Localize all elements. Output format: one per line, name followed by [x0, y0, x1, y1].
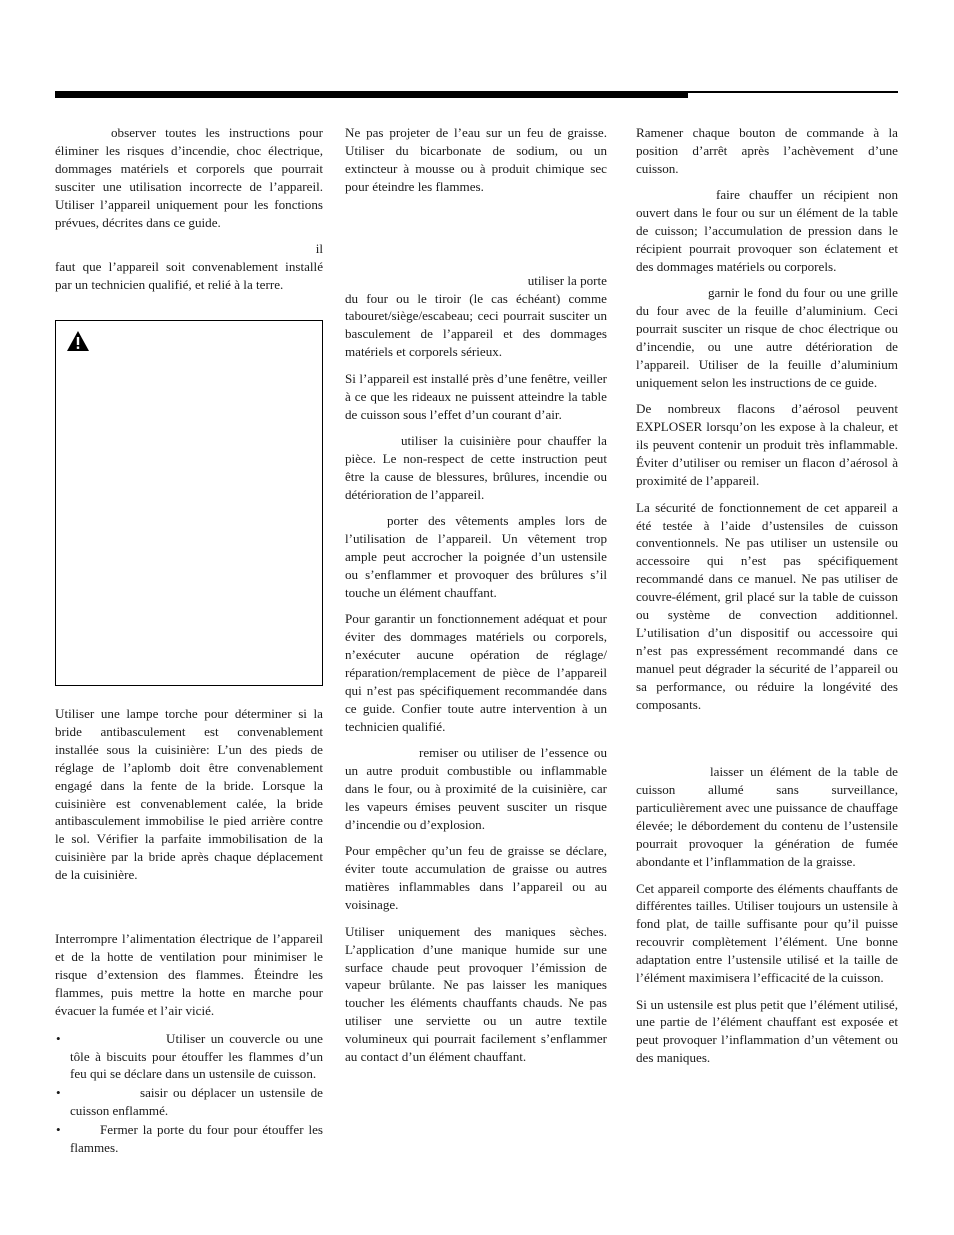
- paragraph-small-pan: Si un ustensile est plus petit que l’élément utilisé, une partie de l’élément chauffant est exposée et peut provoquer l’inflammation d’un vêtement ou des maniques.: [636, 996, 898, 1066]
- paragraph-curtains: Si l’appareil est installé près d’une fenêtre, veiller à ce que les rideaux ne puissent atteindre la table de cuisson sous l’effet d’un courant d’air.: [345, 370, 607, 422]
- paragraph-door-stool: utiliser la porte du four ou le tiroir (le cas échéant) comme tabouret/siège/escabeau; ceci pourrait susciter un basculement de l’appareil et des dommages matériels et corporels sérieux.: [345, 272, 607, 360]
- paragraph-anti-tip-bracket: Utiliser une lampe torche pour déterminer si la bride antibasculement est convenablement installée sous la cuisinière: L’un des pieds de réglage de l’aplomb doit être convenablement engagé dans la fente de la bride. Lorsque la cuisinière est convenablement calée, la bride antibasculement immobilise le pied arrière contre le sol. Vérifier la parfaite immobilisation de la cuisinière par la bride après chaque déplacement de la cuisinière.: [55, 706, 323, 883]
- bullet-icon: •: [56, 1122, 61, 1138]
- paragraph-aluminum-foil: garnir le fond du four ou une grille du four avec de la feuille d’aluminium. Ceci pourrait susciter un risque de choc électrique ou d’incendie, ou une autre détérioration de l’appareil. Utiliser de la feuille d’aluminium uniquement selon les instructions de ce guide.: [636, 285, 898, 390]
- paragraph-grease-fire-water: Ne pas projeter de l’eau sur un feu de graisse. Utiliser du bicarbonate de sodium, ou un extincteur à mousse ou à produit chimique sec pour éteindre les flammes.: [345, 125, 607, 194]
- bullet-list-fire: [55, 1030, 323, 1157]
- paragraph-element-sizes: Cet appareil comporte des éléments chauffants de différentes tailles. Utiliser toujours un ustensile à fond plat, de taille suffisante pour qu’il puisse recouvrir complètement l’élément. Une bonne adaptation entre l’ustensile utilisé et la taille de l’élément maximisera l’efficacité de la cuisson.: [636, 880, 898, 986]
- paragraph-sealed-container: faire chauffer un récipient non ouvert dans le four ou sur un élément de la table de cuisson; l’accumulation de pression dans le récipient pourrait provoquer son éclatement et des dommages matériels ou corporels.: [636, 187, 898, 274]
- paragraph-power-off: Interrompre l’alimentation électrique de l’appareil et de la hotte de ventilation pour minimiser le risque d’extension des flammes. Éteindre les flammes, puis mettre la hotte en marche pour évacuer la fumée et l’air vicié.: [55, 931, 323, 1018]
- list-item: • saisir ou déplacer un ustensile de cuisson enflammé.: [56, 1085, 323, 1119]
- paragraph-repairs: Pour garantir un fonctionnement adéquat et pour éviter des dommages matériels ou corporels, n’exécuter aucune opération de réglage/ réparation/remplacement de pièce de l’appareil qui n’est pas spécifiquement recommandée dans ce guide. Confier toute autre intervention à un technicien qualifié.: [345, 611, 607, 734]
- column-left: [55, 124, 323, 302]
- paragraph-unattended-element: laisser un élément de la table de cuisson allumé sans surveillance, particulièrement avec une puissance de chauffage élevée; le débordement du contenu de l’ustensile pourrait provoquer la génération de fumée abondante et l’inflammation de la graisse.: [636, 764, 898, 869]
- paragraph-knobs-off: Ramener chaque bouton de commande à la position d’arrêt après l’achèvement d’une cuisson.: [636, 125, 898, 176]
- column-middle: [345, 124, 607, 1075]
- list-item: • Utiliser un couvercle ou une tôle à biscuits pour étouffer les flammes d’un feu qui se déclare dans un ustensile de cuisson.: [56, 1030, 323, 1082]
- paragraph-installation: il faut que l’appareil soit convenablement installé par un technicien qualifié, et relié à la terre.: [55, 241, 323, 292]
- paragraph-grease-buildup: Pour empêcher qu’un feu de graisse se déclare, éviter toute accumulation de graisse ou autres matières inflammables dans l’appareil ou au voisinage.: [345, 843, 607, 913]
- column-right: [636, 124, 898, 1076]
- header-rule-thick: [55, 91, 688, 98]
- paragraph-aerosol: De nombreux flacons d’aérosol peuvent EXPLOSER lorsqu’on les expose à la chaleur, et ils peuvent contenir un produit très inflammable. Éviter d’utiliser ou remiser un flacon d’aérosol à proximité de l’appareil.: [636, 401, 898, 489]
- column-left-lower: [55, 705, 323, 1158]
- paragraph-room-heating: utiliser la cuisinière pour chauffer la pièce. Le non-respect de cette instruction peut être la cause de blessures, brûlures, incendie ou détérioration de l’appareil.: [345, 433, 607, 502]
- warning-box: [55, 320, 323, 686]
- header-rule-thin: [688, 91, 898, 93]
- paragraph-loose-clothing: porter des vêtements amples lors de l’utilisation de l’appareil. Un vêtement trop ample peut accrocher la poignée d’un ustensile ou s’enflammer et provoquer des brûlures s’il touche un élément chauffant.: [345, 513, 607, 600]
- warning-triangle-icon: [66, 330, 90, 352]
- paragraph-cookware-tested: La sécurité de fonctionnement de cet appareil a été testée à l’aide d’ustensiles de cuisson conventionnels. Ne pas utiliser un ustensile ou accessoire qui n’est pas spécifiquement recommandé dans ce manuel. Ne pas utiliser de couvre-élément, gril placé sur la table de cuisson ou système de convection additionnel. L’utilisation d’un dispositif ou accessoire qui n’est pas expressément recommandé dans ce manuel peut dégrader la sécurité de l’appareil ou sa performance, ou réduire la longévité des composants.: [636, 499, 898, 712]
- bullet-icon: •: [56, 1085, 61, 1101]
- list-item: • Fermer la porte du four pour étouffer les flammes.: [56, 1122, 323, 1156]
- paragraph-flammable-storage: remiser ou utiliser de l’essence ou un autre produit combustible ou inflammable dans le four, ou à proximité de la cuisinière, car les vapeurs émises peuvent susciter un risque d’incendie ou d’explosion.: [345, 745, 607, 832]
- bullet-icon: •: [56, 1030, 61, 1046]
- paragraph-pot-holders: Utiliser uniquement des maniques sèches. L’application d’une manique humide sur une surface chaude peut provoquer l’émission de vapeur brûlante. Ne pas laisser les maniques toucher les éléments chauffants chauds. Ne pas utiliser une serviette ou un autre textile volumineux qui pourrait facilement s’enflammer au contact d’un élément chauffant.: [345, 923, 607, 1065]
- paragraph-observe-instructions: observer toutes les instructions pour éliminer les risques d’incendie, choc électrique, dommages matériels et corporels que pourrait susciter une utilisation incorrecte de l’appareil. Utiliser l’appareil uniquement pour les fonctions prévues, décrites dans ce guide.: [55, 125, 323, 230]
